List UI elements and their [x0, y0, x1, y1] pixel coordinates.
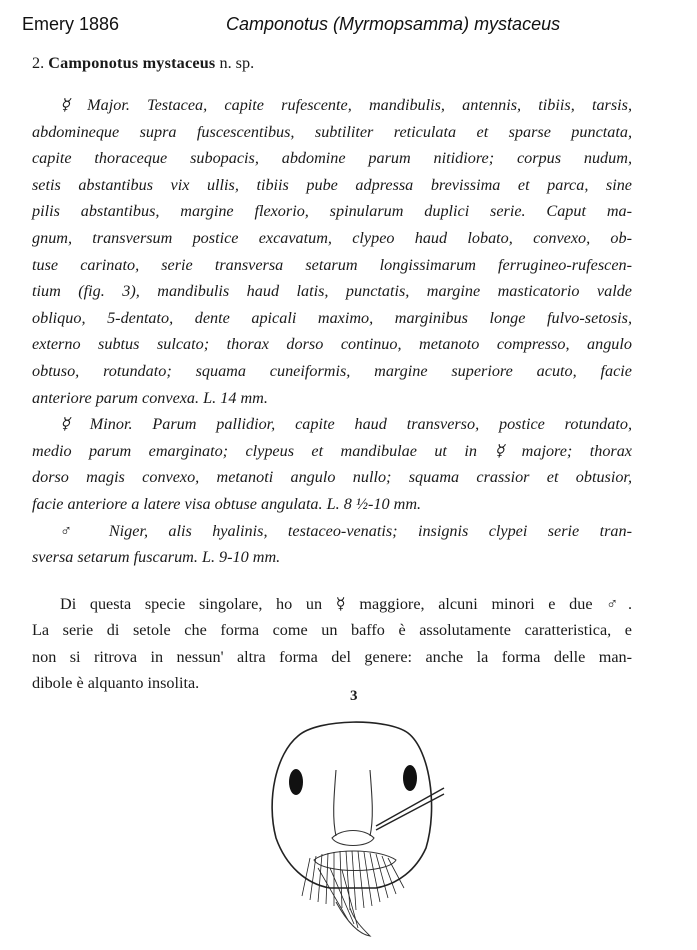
left-eye: [289, 769, 303, 795]
male-line: ♂ Niger, alis hyalinis, testaceo-venatis; insignis clypei serie tran-: [60, 521, 632, 540]
head-outline: [272, 722, 431, 888]
frontal-carinae: [334, 770, 373, 836]
major-line: capite thoraceque subopacis, abdomine parum nitidiore; corpus nudum,: [32, 149, 632, 168]
minor-line: dorso magis convexo, metanoti angulo nullo; squama crassior et obtusior,: [32, 468, 632, 487]
remarks-line: dibole è alquanto insolita.: [32, 674, 200, 693]
minor-worker-description: [32, 411, 632, 517]
male-description: [32, 518, 632, 571]
species-heading: [32, 48, 632, 78]
mandible-tip: [336, 902, 370, 936]
minor-line: ☿ Minor. Parum pallidior, capite haud transverso, postice rotundato,: [60, 415, 632, 434]
major-line: gnum, transversum postice excavatum, clypeo haud lobato, convexo, ob-: [32, 228, 632, 247]
minor-line: medio parum emarginato; clypeus et mandibulae ut in ☿ majore; thorax: [32, 441, 632, 460]
major-line: obliquo, 5-dentato, dente apicali maximo, marginibus longe fulvo-setosis,: [32, 308, 632, 327]
major-line: obtuso, rotundato; squama cuneiformis, margine superiore acuto, facie: [32, 361, 632, 380]
major-worker-description: [32, 92, 632, 411]
clypeus: [332, 831, 374, 846]
right-eye: [403, 765, 417, 791]
major-line: tuse carinato, serie transversa setarum longissimarum ferrugineo-rufescen-: [32, 255, 632, 274]
remarks-line: Di questa specie singolare, ho un ☿ maggiore, alcuni minori e due ♂.: [60, 594, 632, 613]
species-name: Camponotus mystaceus: [48, 54, 216, 72]
ant-head-illustration-icon: [258, 688, 448, 938]
major-line: abdomineque supra fuscescentibus, subtiliter reticulata et sparse punctata,: [32, 122, 632, 141]
major-line: externo subtus sulcato; thorax dorso continuo, metanoto compresso, angulo: [32, 335, 632, 354]
species-number: 2.: [32, 54, 45, 72]
antenna: [376, 788, 444, 826]
header-author-year: Emery 1886: [22, 14, 120, 34]
major-line: anteriore parum convexa. L. 14 mm.: [32, 388, 268, 407]
species-description: [32, 48, 632, 697]
male-line: sversa setarum fuscarum. L. 9-10 mm.: [32, 548, 281, 567]
species-suffix: n. sp.: [219, 54, 255, 72]
major-line: pilis abstantibus, margine flexorio, spinularum duplici serie. Caput ma-: [32, 202, 632, 221]
minor-line: facie anteriore a latere visa obtuse angulata. L. 8 ½-10 mm.: [32, 494, 422, 513]
figure-number: 3: [350, 688, 358, 704]
figure-3: [258, 688, 448, 938]
remarks-line: La serie di setole che forma come un baffo è assolutamente caratteristica, e: [32, 621, 632, 640]
remarks-line: non si ritrova in nessun' altra forma del genere: anche la forma delle man-: [32, 647, 632, 666]
major-line: ☿ Major. Testacea, capite rufescente, mandibulis, antennis, tibiis, tarsis,: [60, 96, 632, 114]
remarks-paragraph: [32, 591, 632, 697]
header-species-title: Camponotus (Myrmopsamma) mystaceus: [226, 14, 561, 34]
major-line: tium (fig. 3), mandibulis haud latis, punctatis, margine masticatorio valde: [32, 282, 632, 301]
major-line: setis abstantibus vix ullis, tibiis pube adpressa brevissima et parca, sine: [32, 175, 632, 194]
setae-mustache: [302, 851, 404, 928]
